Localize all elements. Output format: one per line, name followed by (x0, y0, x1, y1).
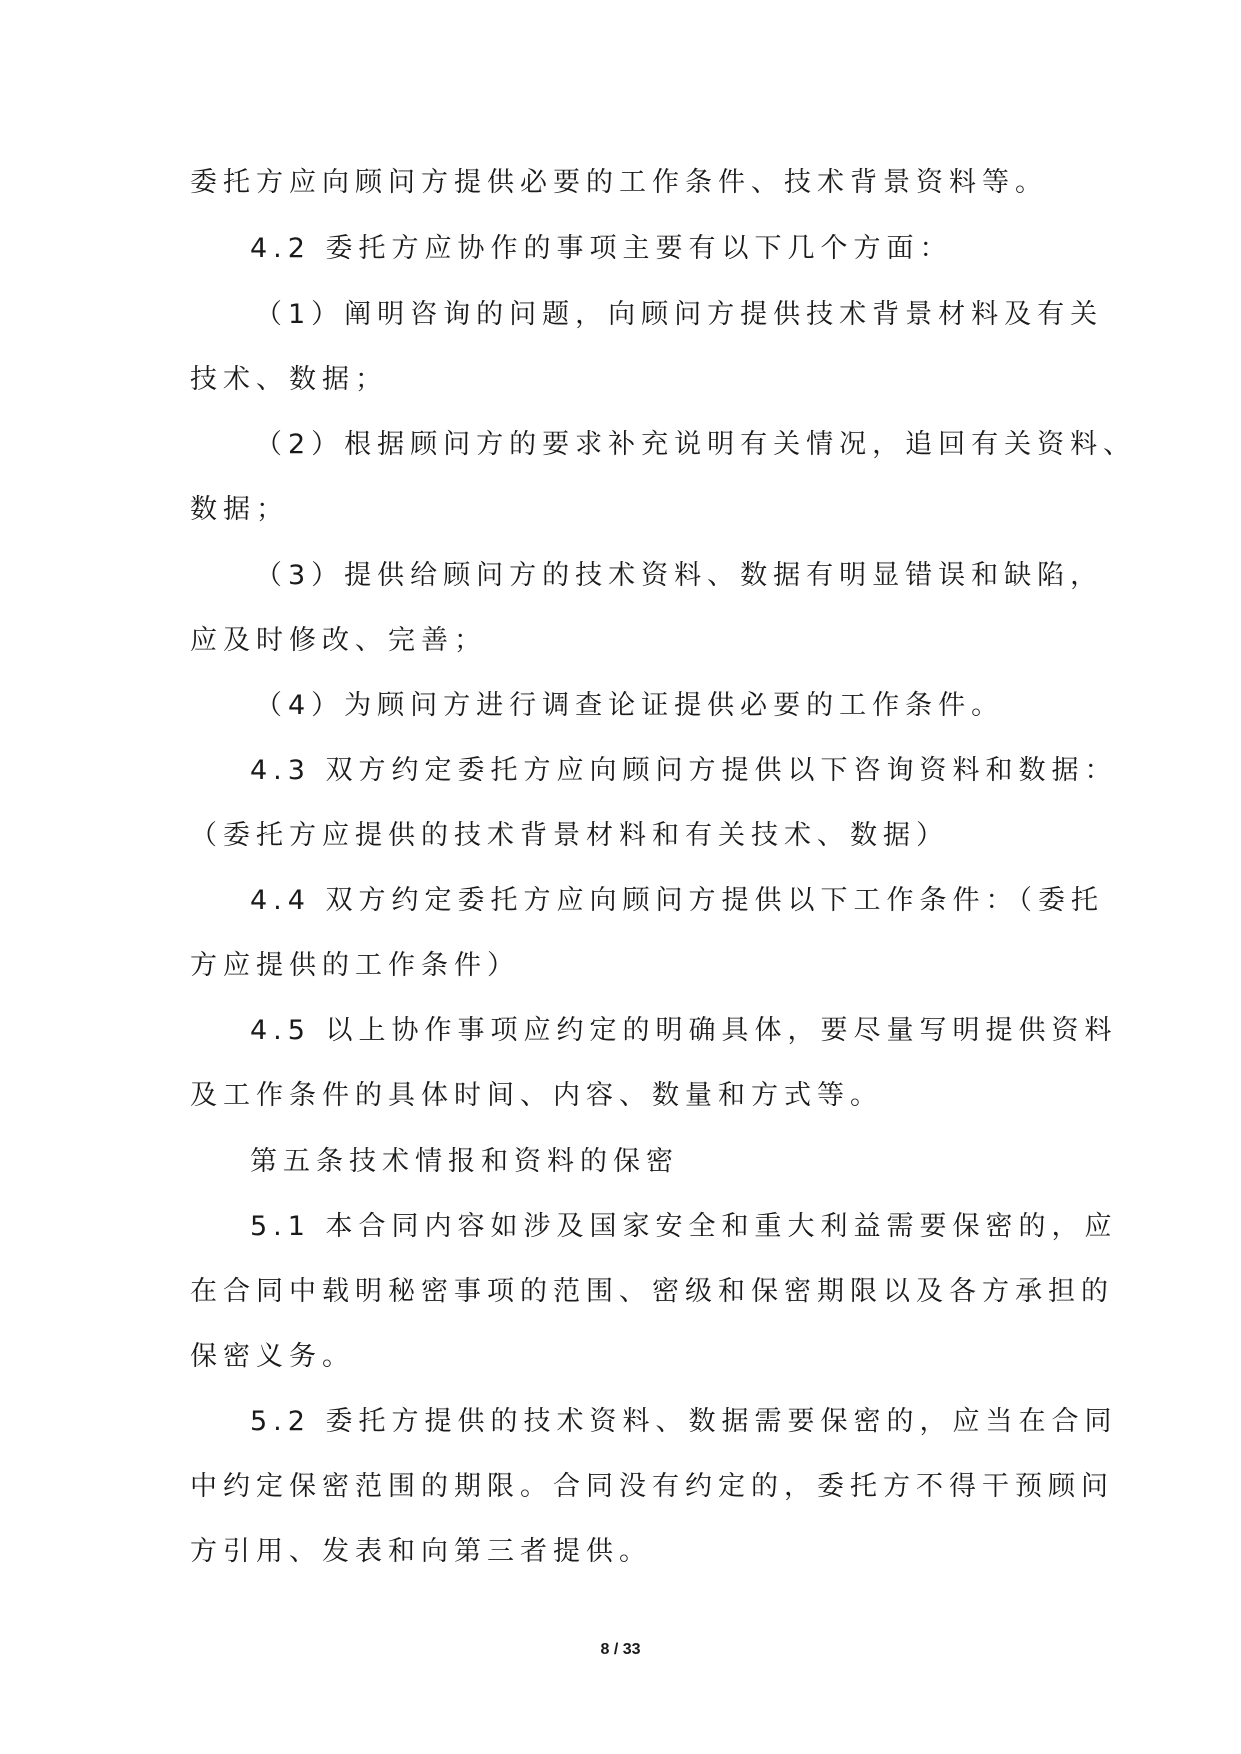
text-line: 委托方应向顾问方提供必要的工作条件、技术背景资料等。 (190, 167, 1048, 198)
text-line: 5.1 本合同内容如涉及国家安全和重大利益需要保密的，应 (250, 1211, 1118, 1242)
text-line: 应及时修改、完善； (190, 625, 487, 656)
text-line: 及工作条件的具体时间、内容、数量和方式等。 (190, 1080, 883, 1111)
section-heading: 第五条技术情报和资料的保密 (250, 1146, 679, 1177)
text-line: 在合同中载明秘密事项的范围、密级和保密期限以及各方承担的 (190, 1276, 1114, 1307)
text-line: 4.2 委托方应协作的事项主要有以下几个方面： (250, 233, 953, 264)
text-line: 技术、数据； (190, 364, 388, 395)
text-line: 4.5 以上协作事项应约定的明确具体，要尽量写明提供资料 (250, 1015, 1118, 1046)
text-line: （3）提供给顾问方的技术资料、数据有明显错误和缺陷， (255, 560, 1104, 591)
text-line: 4.3 双方约定委托方应向顾问方提供以下咨询资料和数据： (250, 755, 1118, 786)
text-line: （1）阐明咨询的问题，向顾问方提供技术背景材料及有关 (255, 299, 1104, 330)
text-line: 方引用、发表和向第三者提供。 (190, 1536, 652, 1567)
text-line: 方应提供的工作条件） (190, 950, 520, 981)
text-line: （4）为顾问方进行调查论证提供必要的工作条件。 (255, 690, 1005, 721)
text-line: 中约定保密范围的期限。合同没有约定的，委托方不得干预顾问 (190, 1471, 1114, 1502)
page-number: 8 / 33 (600, 1641, 641, 1658)
text-line: （2）根据顾问方的要求补充说明有关情况，追回有关资料、 (255, 429, 1137, 460)
text-line: 保密义务。 (190, 1341, 355, 1372)
text-line: 5.2 委托方提供的技术资料、数据需要保密的，应当在合同 (250, 1406, 1118, 1437)
text-line: （委托方应提供的技术背景材料和有关技术、数据） (190, 820, 949, 851)
text-line: 4.4 双方约定委托方应向顾问方提供以下工作条件：（委托 (250, 885, 1105, 916)
text-line: 数据； (190, 494, 289, 525)
